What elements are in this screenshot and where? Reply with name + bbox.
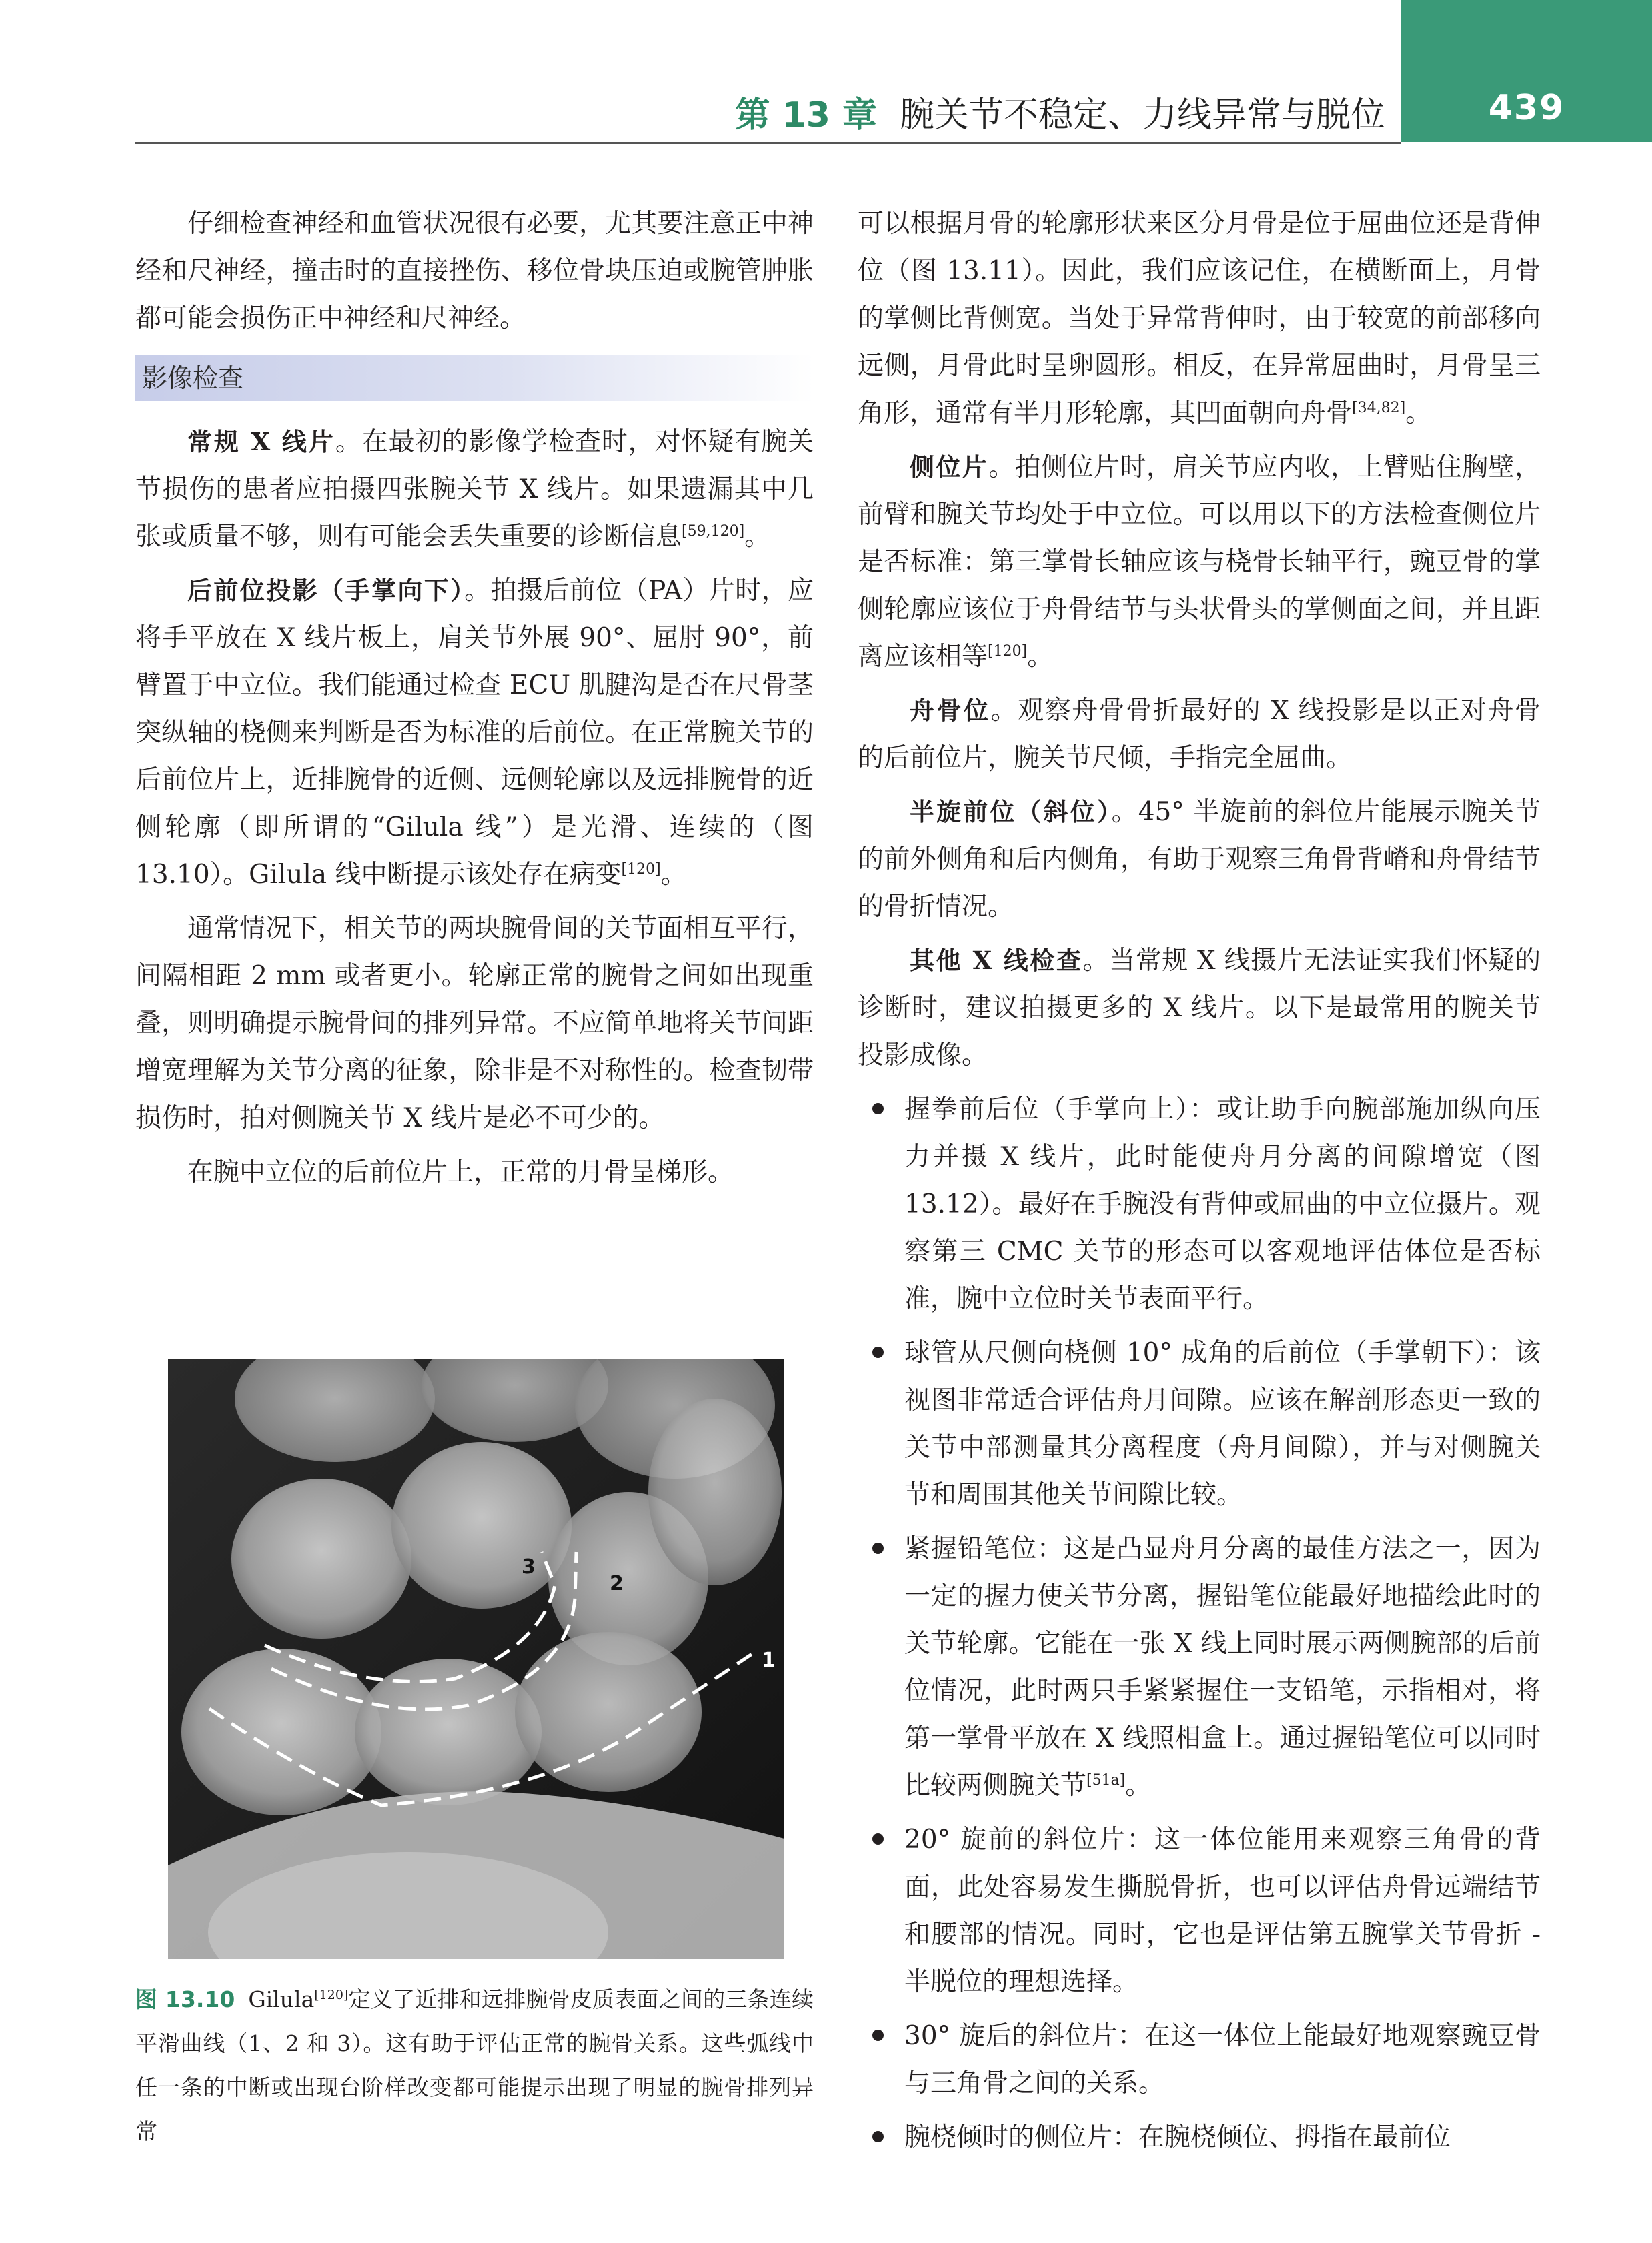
list-item-text: 球管从尺侧向桡侧 10° 成角的后前位（手掌朝下）：该视图非常适合评估舟月间隙。应该在解剖形态更一致的关节中部测量其分离程度（舟月间隙），并与对侧腕关节和周围其他关节间隙比较。 — [904, 1338, 1541, 1510]
list-item-text: 握拳前后位（手掌向上）：或让助手向腕部施加纵向压力并摄 X 线片，此时能使舟月分离的间隙增宽（图 13.12）。最好在手腕没有背伸或屈曲的中立位摄片。观察第三 CMC 关节的形态可以客观地评估体位是否标准，腕中立位时关节表面平行。 — [904, 1094, 1541, 1314]
paragraph-scaphoid-view — [858, 687, 1541, 782]
right-column — [858, 200, 1541, 2168]
paragraph-text: 。观察舟骨骨折最好的 X 线投影是以正对舟骨的后前位片，腕关节尺倾，手指完全屈曲。 — [858, 696, 1541, 773]
paragraph-text: 。当常规 X 线摄片无法证实我们怀疑的诊断时，建议拍摄更多的 X 线片。以下是最常用的腕关节投影成像。 — [858, 946, 1541, 1070]
paragraph-pa-projection — [135, 567, 814, 898]
paragraph-text: 。拍摄后前位（PA）片时，应将手平放在 X 线片板上，肩关节外展 90°、屈肘 90°，前臂置于中立位。我们能通过检查 ECU 肌腱沟是否在尺骨茎突纵轴的桡侧来判断是否为标准的后前位。在正常腕关节的后前位片上，近排腕骨的近侧、远侧轮廓以及远排腕骨的近侧轮廓（即所谓的“Gilula 线”）是光滑、连续的（图 13.10）。Gilula 线中断提示该处存在病变 — [135, 576, 814, 890]
chapter-title: 腕关节不稳定、力线异常与脱位 — [899, 95, 1385, 135]
paragraph-routine-xray — [135, 418, 814, 560]
paragraph-other-xray — [858, 937, 1541, 1079]
term-pa-projection: 后前位投影（手掌向下） — [187, 576, 465, 605]
paragraph-lunate-contour — [858, 200, 1541, 437]
chapter-label: 第 13 章 — [735, 95, 877, 135]
wrist-xray-figure — [168, 1359, 784, 1959]
citation: [120] — [621, 861, 661, 878]
citation: [51a] — [1086, 1772, 1126, 1789]
citation: [120] — [988, 643, 1028, 660]
list-item-text: 紧握铅笔位：这是凸显舟月分离的最佳方法之一，因为一定的握力使关节分离，握铅笔位能最好地描绘此时的关节轮廓。它能在一张 X 线上同时展示两侧腕部的后前位情况，此时两只手紧紧握住一支铅笔，示指相对，将第一掌骨平放在 X 线照相盒上。通过握铅笔位可以同时比较两侧腕关节 — [904, 1534, 1541, 1801]
term-lateral-view: 侧位片 — [910, 452, 989, 482]
term-routine-xray: 常规 X 线片 — [187, 427, 335, 456]
list-item-text: 腕桡倾时的侧位片：在腕桡倾位、拇指在最前位 — [904, 2122, 1451, 2152]
list-item — [858, 2012, 1541, 2107]
term-scaphoid-view: 舟骨位 — [910, 696, 991, 725]
arc-marker-1: 1 — [762, 1649, 776, 1672]
paragraph-lateral-view — [858, 444, 1541, 680]
section-heading-imaging: 影像检查 — [135, 355, 814, 401]
list-item-end: 。 — [1125, 1771, 1152, 1801]
page-number: 439 — [1488, 88, 1565, 128]
term-oblique-view: 半旋前位（斜位） — [910, 797, 1112, 826]
paragraph-end: 。 — [660, 860, 687, 890]
paragraph-nerve-check: 仔细检查神经和血管状况很有必要，尤其要注意正中神经和尺神经，撞击时的直接挫伤、移位骨块压迫或腕管肿胀都可能会损伤正中神经和尺神经。 — [135, 209, 814, 333]
list-item — [858, 1086, 1541, 1323]
caption-author: Gilula — [248, 1986, 315, 2012]
citation: [120] — [314, 1988, 349, 2002]
bullet-icon — [872, 1543, 884, 1554]
bullet-icon — [872, 2131, 884, 2142]
bullet-icon — [872, 2030, 884, 2041]
paragraph-text: 可以根据月骨的轮廓形状来区分月骨是位于屈曲位还是背伸位（图 13.11）。因此，我们应该记住，在横断面上，月骨的掌侧比背侧宽。当处于异常背伸时，由于较宽的前部移向远侧，月骨此时呈卵圆形。相反，在异常屈曲时，月骨呈三角形，通常有半月形轮廓，其凹面朝向舟骨 — [858, 209, 1541, 428]
paragraph-end: 。 — [744, 522, 771, 552]
paragraph-end: 。 — [1027, 642, 1054, 672]
paragraph-text: 。在最初的影像学检查时，对怀疑有腕关节损伤的患者应拍摄四张腕关节 X 线片。如果遗漏其中几张或质量不够，则有可能会丢失重要的诊断信息 — [135, 427, 814, 552]
list-item-text: 20° 旋前的斜位片：这一体位能用来观察三角骨的背面，此处容易发生撕脱骨折，也可以评估舟骨远端结节和腰部的情况。同时，它也是评估第五腕掌关节骨折 - 半脱位的理想选择。 — [904, 1825, 1541, 1997]
bullet-icon — [872, 1347, 884, 1358]
figure-label: 图 13.10 — [135, 1986, 235, 2012]
caption-text: 定义了近排和远排腕骨皮质表面之间的三条连续平滑曲线（1、2 和 3）。这有助于评估正常的腕骨关系。这些弧线中任一条的中断或出现台阶样改变都可能提示出现了明显的腕骨排列异常 — [135, 1986, 814, 2144]
running-header — [735, 87, 1385, 137]
bullet-icon — [872, 1103, 884, 1114]
bullet-icon — [872, 1833, 884, 1845]
list-item — [858, 1816, 1541, 2006]
paragraph-text: 。拍侧位片时，肩关节应内收，上臂贴住胸壁，前臂和腕关节均处于中立位。可以用以下的方法检查侧位片是否标准：第三掌骨长轴应该与桡骨长轴平行，豌豆骨的掌侧轮廓应该位于舟骨结节与头状骨头的掌侧面之间，并且距离应该相等 — [858, 452, 1541, 672]
paragraph-text: 。45° 半旋前的斜位片能展示腕关节的前外侧角和后内侧角，有助于观察三角骨背嵴和舟骨结节的骨折情况。 — [858, 797, 1541, 922]
paragraph-joint-spacing: 通常情况下，相关节的两块腕骨间的关节面相互平行，间隔相距 2 mm 或者更小。轮廓正常的腕骨之间如出现重叠，则明确提示腕骨间的排列异常。不应简单地将关节间距增宽理解为关节分离的征象，除非是不对称性的。检查韧带损伤时，拍对侧腕关节 X 线片是必不可少的。 — [135, 914, 814, 1133]
term-other-xray: 其他 X 线检查 — [910, 946, 1083, 975]
arc-marker-3: 3 — [522, 1555, 536, 1579]
list-item — [858, 2114, 1541, 2161]
paragraph-lunate-shape: 在腕中立位的后前位片上，正常的月骨呈梯形。 — [187, 1157, 734, 1187]
left-column — [135, 200, 814, 1203]
list-item — [858, 1329, 1541, 1519]
arc-marker-2: 2 — [610, 1572, 624, 1595]
paragraph-oblique-view — [858, 788, 1541, 930]
paragraph-end: 。 — [1405, 398, 1432, 428]
citation: [59,120] — [682, 523, 745, 540]
header-divider — [135, 142, 1401, 144]
citation: [34,82] — [1352, 400, 1406, 416]
projection-list — [858, 1086, 1541, 2161]
list-item — [858, 1525, 1541, 1809]
list-item-text: 30° 旋后的斜位片：在这一体位上能最好地观察豌豆骨与三角骨之间的关系。 — [904, 2021, 1541, 2098]
figure-caption — [135, 1978, 814, 2154]
